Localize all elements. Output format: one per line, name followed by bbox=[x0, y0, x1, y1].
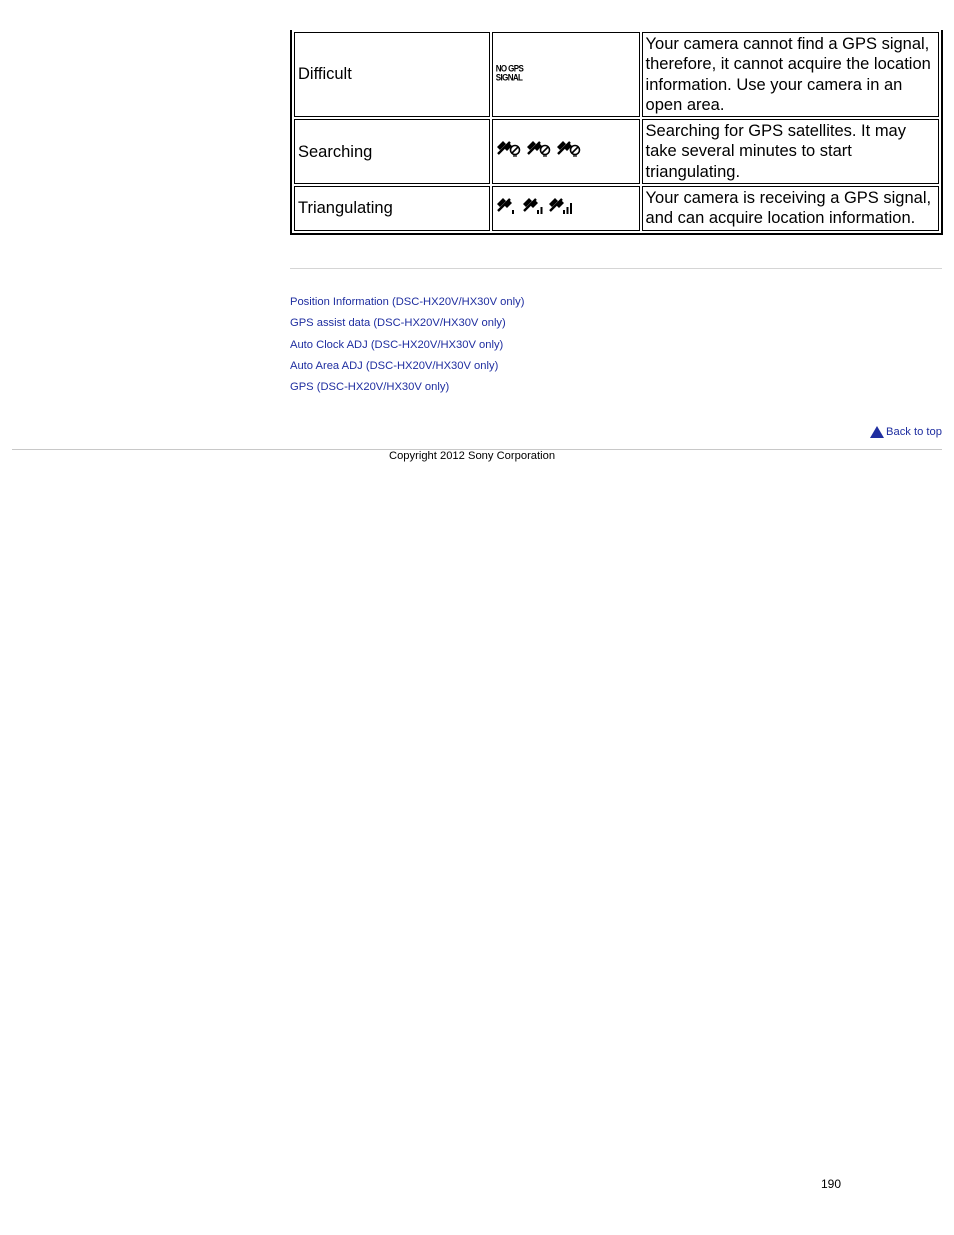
related-topics-list bbox=[290, 292, 524, 398]
table-row bbox=[294, 32, 939, 117]
back-to-top-label: Back to top bbox=[886, 426, 942, 438]
gps-triangulating-icon bbox=[496, 197, 574, 215]
icon-cell bbox=[492, 119, 640, 184]
description-cell: Your camera cannot find a GPS signal, therefore, it cannot acquire the location information. Use your camera in an open area. bbox=[642, 32, 939, 117]
satellite-searching-icon bbox=[526, 140, 552, 158]
status-cell: Difficult bbox=[294, 32, 490, 117]
related-link-position-information[interactable]: Position Information (DSC-HX20V/HX30V only) bbox=[290, 296, 525, 308]
status-cell: Searching bbox=[294, 119, 490, 184]
table-row bbox=[294, 119, 939, 184]
description-cell: Your camera is receiving a GPS signal, and can acquire location information. bbox=[642, 186, 939, 231]
description-cell: Searching for GPS satellites. It may take several minutes to start triangulating. bbox=[642, 119, 939, 184]
related-link-gps-assist-data[interactable]: GPS assist data (DSC-HX20V/HX30V only) bbox=[290, 317, 506, 330]
related-link-gps[interactable]: GPS (DSC-HX20V/HX30V only) bbox=[290, 381, 450, 394]
no-gps-signal-icon: NO GPS SIGNAL bbox=[495, 64, 524, 84]
triangle-up-icon bbox=[870, 426, 884, 438]
page-number: 190 bbox=[821, 1177, 842, 1191]
section-divider bbox=[290, 268, 942, 269]
related-link-auto-area-adj[interactable]: Auto Area ADJ (DSC-HX20V/HX30V only) bbox=[290, 359, 499, 372]
gps-searching-icon bbox=[496, 140, 582, 158]
gps-status-table bbox=[290, 30, 943, 235]
satellite-searching-icon bbox=[496, 140, 522, 158]
icon-cell bbox=[492, 32, 640, 117]
satellite-signal-weak-icon bbox=[496, 197, 518, 215]
satellite-searching-icon bbox=[556, 140, 582, 158]
table-row bbox=[294, 186, 939, 231]
satellite-signal-medium-icon bbox=[522, 197, 544, 215]
icon-cell bbox=[492, 186, 640, 231]
status-cell: Triangulating bbox=[294, 186, 490, 231]
satellite-signal-strong-icon bbox=[548, 197, 574, 215]
related-link-auto-clock-adj[interactable]: Auto Clock ADJ (DSC-HX20V/HX30V only) bbox=[290, 338, 504, 351]
back-to-top-link[interactable] bbox=[870, 426, 942, 438]
copyright-text: Copyright 2012 Sony Corporation bbox=[389, 450, 556, 462]
